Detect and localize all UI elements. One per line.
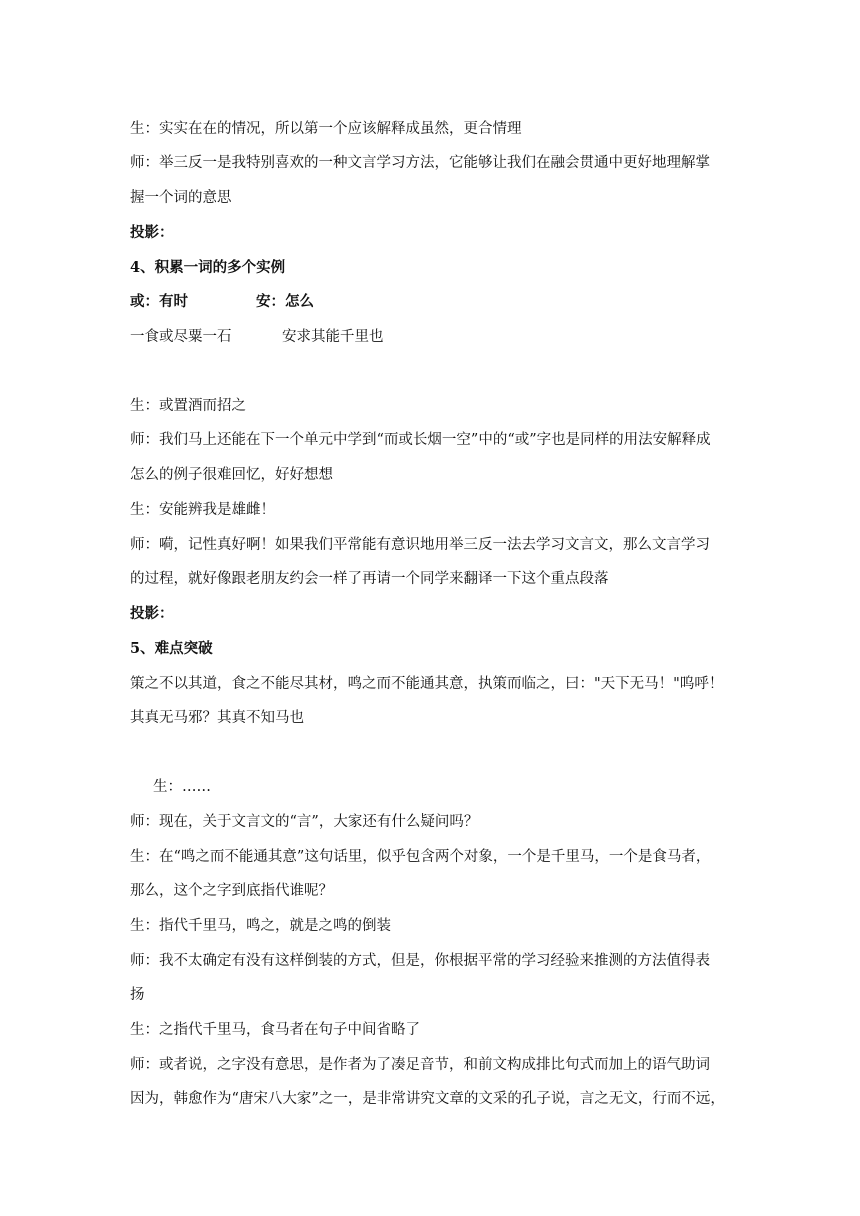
dialogue-line: 师：现在，关于文言文的“言”，大家还有什么疑问吗？ [130,814,479,830]
dialogue-line: 生：之指代千里马，食马者在句子中间省略了 [130,1022,420,1038]
dialogue-line: 师：举三反一是我特别喜欢的一种文言学习方法，它能够让我们在融会贯通中更好地理解掌 [130,155,710,171]
dialogue-line: 师：我们马上还能在下一个单元中学到“而或长烟一空”中的“或”字也是同样的用法安解释成 [130,432,711,448]
dialogue-line: 师：或者说，之字没有意思，是作者为了凑足音节，和前文构成排比句式而加上的语气助词 [130,1057,710,1073]
example-row [130,292,750,312]
section-label: 投影： [130,605,174,622]
dialogue-line: 师：嗬，记性真好啊！如果我们平常能有意识地用举三反一法去学习文言文，那么文言学习 [130,537,710,553]
dialogue-line: 生：安能辨我是雄雌！ [130,502,275,518]
dialogue-line: 因为，韩愈作为“唐宋八大家”之一，是非常讲究文章的文采的孔子说，言之无文，行而不远， [130,1091,725,1107]
example-right: 安求其能千里也 [282,329,384,345]
dialogue-line: 那么，这个之字到底指代谁呢？ [130,883,333,899]
dialogue-line: 怎么的例子很难回忆，好好想想 [130,467,333,483]
dialogue-line: 生：…… [153,779,211,795]
dialogue-line: 生：实实在在的情况，所以第一个应该解释成虽然，更合情理 [130,121,522,137]
quote-line: 策之不以其道，食之不能尽其材，鸣之而不能通其意，执策而临之，曰："天下无马！"呜呼！ [130,676,724,692]
dialogue-line: 生：指代千里马，鸣之，就是之鸣的倒装 [130,918,391,934]
dialogue-line: 握一个词的意思 [130,190,232,206]
dialogue-line: 生：在“鸣之而不能通其意”这句话里，似乎包含两个对象，一个是千里马，一个是食马者， [130,849,711,865]
dialogue-line: 师：我不太确定有没有这样倒装的方式，但是，你根据平常的学习经验来推测的方法值得表 [130,953,710,969]
example-left: 或：有时 [130,293,188,310]
example-row [130,327,750,347]
example-left: 一食或尽粟一石 [130,329,232,345]
section-heading: 5、难点突破 [130,640,213,657]
section-heading: 4、积累一词的多个实例 [130,259,286,276]
dialogue-line: 扬 [130,987,145,1003]
dialogue-line: 的过程，就好像跟老朋友约会一样了再请一个同学来翻译一下这个重点段落 [130,571,609,587]
section-label: 投影： [130,224,174,241]
example-right: 安：怎么 [256,293,314,310]
quote-line: 其真无马邪？其真不知马也 [130,710,304,726]
dialogue-line: 生：或置酒而招之 [130,398,246,414]
